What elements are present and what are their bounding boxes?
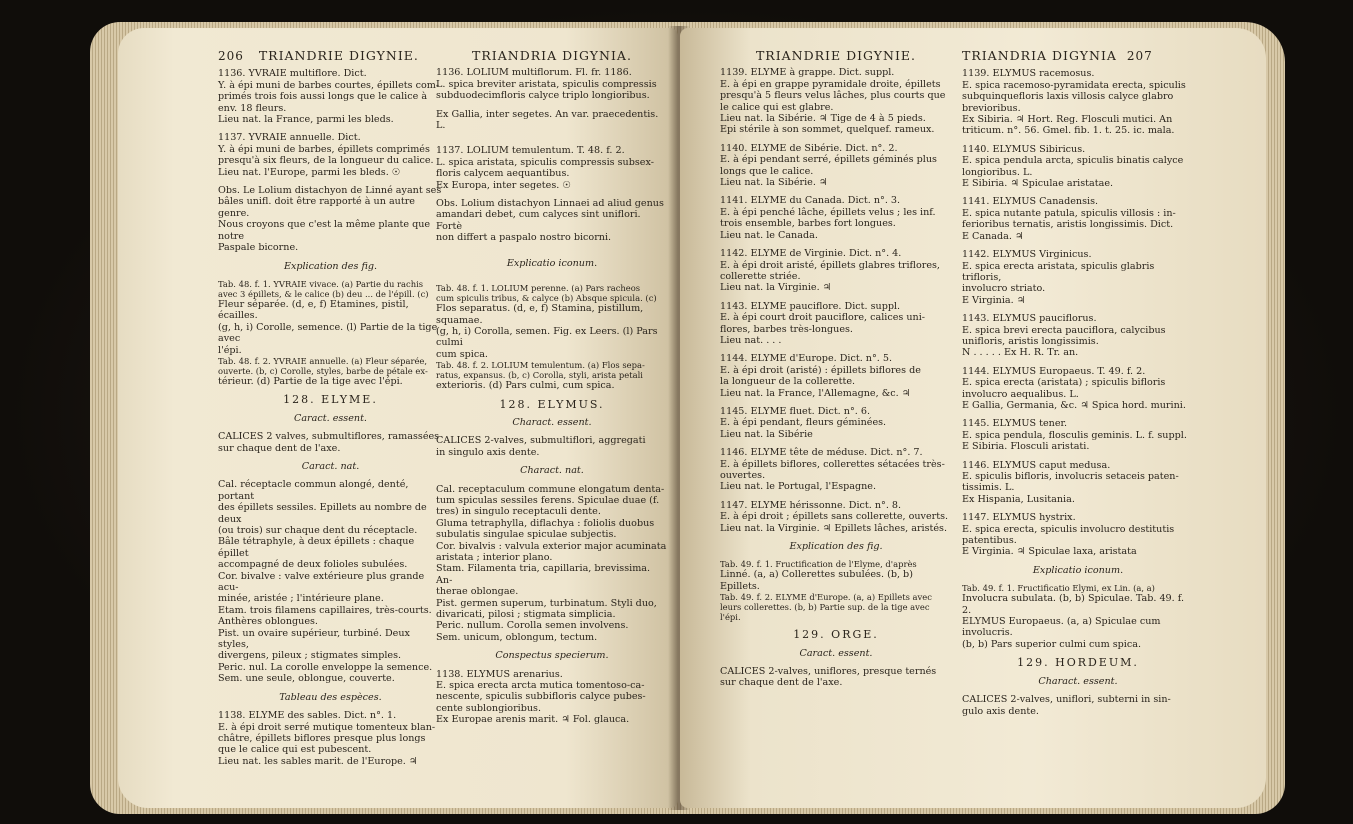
text-line [962,669,1194,676]
text-line: Obs. Lolium distachyon Linnaei ad aliud genus [436,198,664,210]
text-line: Ex Europa, inter segetes. ☉ [436,179,571,191]
text-line: presqu'à six fleurs, de la longueur du calice. [218,155,434,167]
text-line: Lieu nat. la Virginie. ♃ Epillets lâches, aristés. [720,522,948,534]
text-line [436,458,668,465]
left-page [118,28,678,808]
text-line: térieur. (d) Partie de la tige avec l'épi. [218,375,403,387]
text-line: Lieu nat. la Sibérie. ♃ [720,177,828,189]
text-line: 1139. ELYMUS racemosus. [962,68,1095,80]
text-line: avec 3 épillets, & le calice (b) deu ... de l'épill. (c) [218,288,429,299]
text-line: Peric. nullum. Corolla semen involvens. [436,620,629,632]
text-line [436,643,668,650]
text-line: (b, b) Pars superior culmi cum spica. [962,638,1142,650]
text-line: l'épi. [218,344,242,356]
text-line: ELYMUS Europaeus. (a, a) Spiculae cum involucris. [962,616,1161,639]
right-fr-text [720,67,952,688]
text-line: flores, barbes très-longues. [720,323,853,335]
text-line [962,306,1194,313]
text-line: E. à épillets biflores, collerettes sétacées très- [720,458,945,470]
text-line: E. à épi penché lâche, épillets velus ; les inf. [720,206,936,218]
text-line [962,137,1194,144]
text-line: CALICES 2-valves, uniflori, subterni in sin- [962,694,1171,706]
text-line: 128. ELYME. [283,393,378,407]
text-line [962,687,1194,694]
text-line: Stam. Filamenta tria, capillaria, brevissima. An- [436,563,651,586]
text-line: longioribus. L. [962,166,1033,178]
text-line: Explicatio iconum. [506,257,598,269]
text-line: cente sublongioribus. [436,702,542,714]
text-line: (ou trois) sur chaque dent du réceptacle. [218,525,418,536]
text-line: aristata ; interior plano. [436,552,553,563]
text-line: des épillets sessiles. Epillets au nombre de deux [218,502,427,525]
text-line: 1141. ELYME du Canada. Dict. n°. 3. [720,195,901,207]
text-line: E. à épi pendant, fleurs géminées. [720,417,887,429]
text-line: Sem. une seule, oblongue, couverte. [218,673,395,685]
text-line: E Sibiria. Flosculi aristati. [962,441,1090,453]
text-line: L. spica breviter aristata, spiculis compressis [436,78,657,90]
text-line: CALICES 2-valves, submultiflori, aggregati [436,435,646,447]
text-line [720,241,952,248]
text-line: trois ensemble, barbes fort longues. [720,218,896,230]
text-line: primés trois fois aussi longs que le calice à [218,91,428,103]
text-line: Caract. essent. [294,412,367,424]
left-la-column [436,50,668,726]
text-line: ouverte. (b, c) Corolle, styles, barbe de pétale ex- [218,365,428,376]
text-line: floris calycem aequantibus. [436,168,570,180]
text-line [720,493,952,500]
text-line: Sem. unicum, oblongum, tectum. [436,631,598,643]
text-line [218,125,443,132]
text-line: sur chaque dent de l'axe. [720,677,843,689]
text-line: Involucra subulata. (b, b) Spiculae. Tab. 49. f. 2. [962,593,1185,616]
text-line: triticum. n°. 56. Gmel. fib. 1. t. 25. ic. mala. [962,125,1175,137]
text-line: Tab. 48. f. 2. YVRAIE annuelle. (a) Fleur séparée, [218,355,428,366]
left-fr-head [218,50,443,62]
text-line: 1145. ELYME fluet. Dict. n°. 6. [720,405,871,417]
text-line [218,685,443,692]
text-line: ouvertes. [720,470,766,481]
text-line: 1146. ELYME tête de méduse. Dict. n°. 7. [720,447,923,459]
text-line [962,453,1194,460]
text-line: Pist. germen superum, turbinatum. Styli duo, [436,597,657,609]
text-line: Fleur séparée. (d, e, f) Etamines, pistil, écailles. [218,298,409,322]
text-line: E. spica erecta (aristata) ; spiculis bifloris [962,377,1166,389]
text-line: 1146. ELYMUS caput medusa. [962,459,1111,471]
text-line: collerette striée. [720,270,801,282]
text-line: Lieu nat. la Virginie. ♃ [720,282,832,294]
text-line [436,251,668,258]
text-line: Lieu nat. les sables marit. de l'Europe. ♃ [218,755,418,767]
text-line: E. à épi droit serré mutique tomenteux blan- [218,721,436,733]
text-line: amandari debet, cum calyces sint uniflori. Fortè [436,209,641,232]
right-la-running-head: TRIANDRIA DIGYNIA [962,48,1117,63]
text-line: E Canada. ♃ [962,230,1024,242]
text-line: Tab. 49. f. 1. Fructification de l'Elyme, d'après [720,559,917,570]
text-line: E. à épi court droit pauciflore, calices uni- [720,312,926,324]
text-line: minée, aristée ; l'intérieure plane. [218,593,384,605]
text-line: 1136. LOLIUM multiflorum. Fl. fr. 1186. [436,67,632,79]
text-line: Tab. 48. f. 1. LOLIUM perenne. (a) Pars racheos [436,283,641,294]
left-fr-running-head: TRIANDRIE DIGYNIE. [258,48,419,63]
right-la-text [962,68,1194,717]
text-line [436,102,668,109]
text-line: Tab. 48. f. 1. YVRAIE vivace. (a) Partie du rachis [218,278,424,289]
text-line: Explication des fig. [789,541,883,553]
text-line [436,131,668,138]
text-line: 1143. ELYME pauciflore. Dict. suppl. [720,300,901,312]
text-line: que le calice qui est pubescent. [218,744,372,756]
text-line [436,662,668,669]
text-line: N . . . . . Ex H. R. Tr. an. [962,347,1079,359]
text-line: Ex Sibiria. ♃ Hort. Reg. Flosculi mutici. An [962,114,1173,126]
text-line [436,410,668,417]
text-line [720,534,952,541]
text-line: E. à épi en grappe pyramidale droite, épillets [720,78,941,90]
right-fr-running-head: TRIANDRIE DIGYNIE. [755,48,917,63]
text-line: divaricati, pilosi ; stigmata simplicia. [436,609,616,621]
text-line: Lieu nat. l'Europe, parmi les bleds. ☉ [218,166,401,178]
text-line: 1140. ELYME de Sibérie. Dict. n°. 2. [720,142,898,154]
text-line: Peric. nul. La corolle enveloppe la semence. [218,661,433,673]
text-line: Ex Gallia, inter segetes. An var. praecedentis. L. [436,108,659,132]
text-line: divergens, pileux ; stigmates simples. [218,650,402,662]
text-line: Lieu nat. la Sibérie. ♃ Tige de 4 à 5 pieds. [720,113,926,125]
left-page-number: 206 [218,49,244,63]
text-line: Tab. 48. f. 2. LOLIUM temulentum. (a) Flos sepa- [436,360,645,371]
text-line [436,138,668,145]
text-line: E Sibiria. ♃ Spiculae aristatae. [962,178,1114,190]
text-line: presqu'à 5 fleurs velus lâches, plus courts que [720,90,946,102]
text-line [218,454,443,461]
text-line: Tab. 49. f. 2. ELYME d'Europe. (a, a) Epillets avec [720,592,932,603]
text-line: Explicatio iconum. [1032,564,1124,576]
text-line [720,552,952,559]
text-line: Cor. bivalvis : valvula exterior major acuminata [436,540,667,552]
text-line: Ex Europae arenis marit. ♃ Fol. glauca. [436,714,630,726]
text-line: L. spica aristata, spiculis compressis subsex- [436,156,654,168]
text-line: Cal. réceptacle commun alongé, denté, portant [218,479,409,502]
text-line: 128. ELYMUS. [499,397,605,411]
text-line: E. à épi droit aristé, épillets glabres triflores, [720,259,940,271]
text-line [218,272,443,279]
right-page [680,28,1266,808]
text-line [218,472,443,479]
text-line: exterioris. (d) Pars culmi, cum spica. [436,380,615,392]
text-line: CALICES 2-valves, uniflores, presque ternés [720,666,937,678]
text-line: Anthères oblongues. [218,616,318,628]
text-line: sur chaque dent de l'axe. [218,442,341,454]
text-line: Flos separatus. (d, e, f) Stamina, pistillum, squamae. [436,303,644,326]
text-line: 1136. YVRAIE multiflore. Dict. [218,68,367,80]
text-line [218,254,443,261]
left-la-running-head: TRIANDRIA DIGYNIA. [472,48,632,63]
text-line [720,641,952,648]
text-line [720,188,952,195]
text-line: E. spica racemoso-pyramidata erecta, spiculis [962,79,1186,91]
text-line: 1141. ELYMUS Canadensis. [962,196,1099,208]
text-line: la longueur de la collerette. [720,376,856,388]
text-line [218,178,443,185]
text-line: Cal. receptaculum commune elongatum denta- [436,483,665,495]
text-line: env. 18 fleurs. [218,102,287,114]
text-line: Tab. 49. f. 1. Fructificatio Elymi, ex Lin. (a, a) [962,583,1155,594]
text-line: E. à épi droit (aristé) : épillets biflores de [720,364,921,376]
text-line: Lieu nat. la France, l'Allemagne, &c. ♃ [720,387,911,399]
text-line: subquinquefloris laxis villosis calyce glabro [962,91,1174,103]
text-line [962,558,1194,565]
text-line: bâles unifl. doit être rapporté à un autre genre. [218,196,415,219]
text-line [436,191,668,198]
text-line [962,411,1194,418]
text-line: 1142. ELYMUS Virginicus. [962,249,1092,261]
text-line: Y. à épi muni de barbes, épillets comprimés [218,143,430,155]
text-line: Tableau des espèces. [279,691,382,703]
text-line [720,440,952,447]
text-line [720,659,952,666]
left-fr-column [218,50,443,767]
text-line [720,346,952,353]
text-line: Y. à épi muni de barbes courtes, épillets com- [218,79,440,91]
text-line: 1147. ELYME hérissonne. Dict. n°. 8. [720,499,902,511]
text-line: gulo axis dente. [962,705,1039,717]
right-la-column [962,50,1194,717]
text-line [720,136,952,143]
text-line: leurs collerettes. (b, b) Partie sup. de la tige avec l'épi. [720,602,930,623]
text-line: patentibus. [962,535,1017,547]
left-fr-text [218,68,443,767]
text-line [218,424,443,431]
text-line: E Virginia. ♃ Spiculae laxa, aristata [962,546,1137,558]
text-line: cum spica. [436,348,488,360]
text-line: tissimis. L. [962,482,1015,494]
text-line: Paspale bicorne. [218,242,299,254]
text-line: Nous croyons que c'est la même plante que notre [218,219,431,242]
text-line: Charact. nat. [520,465,584,477]
text-line: Conspectus specierum. [495,650,609,662]
text-line: E. à épi droit ; épillets sans collerette, ouverts. [720,511,949,523]
text-line: 1139. ELYME à grappe. Dict. suppl. [720,67,895,79]
text-line [962,576,1194,583]
text-line: unifloris, aristis longissimis. [962,335,1099,347]
text-line: le calice qui est glabre. [720,101,834,113]
right-fr-column [720,50,952,689]
text-line: 129. ORGE. [793,628,879,642]
text-line: brevioribus. [962,102,1021,114]
text-line: Caract. nat. [301,460,360,472]
text-line: 1138. ELYME des sables. Dict. n°. 1. [218,710,397,722]
text-line: Etam. trois filamens capillaires, très-courts. [218,604,432,616]
text-line: E Gallia, Germania, &c. ♃ Spica hord. murini. [962,399,1186,411]
text-line: Gluma tetraphylla, diflachya : foliolis duobus [436,517,655,529]
text-line: E. spiculis bifloris, involucris setaceis paten- [962,471,1179,482]
text-line [436,477,668,484]
text-line: E. à épi pendant serré, épillets géminés plus [720,154,937,166]
text-line: 1144. ELYMUS Europaeus. T. 49. f. 2. [962,365,1146,377]
text-line [720,399,952,406]
text-line: E Virginia. ♃ [962,294,1026,306]
text-line: E. spica brevi erecta pauciflora, calycibus [962,324,1166,336]
text-line: Lieu nat. le Portugal, l'Espagne. [720,481,877,493]
text-line [218,703,443,710]
text-line: Lieu nat. la France, parmi les bleds. [218,114,394,126]
text-line: Ex Hispania, Lusitania. [962,493,1075,505]
text-line [436,269,668,276]
text-line: (g, h, i) Corolla, semen. Fig. ex Leers. (l) Pars culmi [436,325,658,349]
text-line: accompagné de deux folioles subulées. [218,559,408,571]
text-line [962,242,1194,249]
text-line: tum spiculas sessiles ferens. Spiculae duae (f. [436,494,660,506]
text-line: involucro striato. [962,283,1046,295]
text-line [962,505,1194,512]
text-line: 129. HORDEUM. [1017,656,1139,670]
text-line: Pist. un ovaire supérieur, turbiné. Deux styles, [218,627,410,651]
text-line: ratus, expansus. (b, c) Corolla, styli, arista petali [436,370,643,381]
text-line: Lieu nat. . . . [720,334,782,346]
text-line: Charact. essent. [1038,675,1118,687]
text-line [218,406,443,413]
text-line: 1138. ELYMUS arenarius. [436,668,563,680]
text-line: (g, h, i) Corolle, semence. (l) Partie de la tige avec [218,321,438,345]
text-line [436,276,668,283]
text-line: non differt a paspalo nostro bicorni. [436,232,612,244]
text-line: subduodecimfloris calyce triplo longioribus. [436,90,650,102]
text-line: Obs. Le Lolium distachyon de Linné ayant ses [218,185,442,197]
text-line: subulatis singulae spiculae subjectis. [436,529,617,541]
text-line: involucro aequalibus. L. [962,388,1079,400]
text-line: 1145. ELYMUS tener. [962,418,1068,430]
left-la-text [436,67,668,725]
text-line: cum spiculis tribus, & calyce (b) Absque spicula. (c) [436,293,657,304]
text-line: E. spica erecta, spiculis involucro destitutis [962,523,1175,535]
text-line: Lieu nat. la Sibérie [720,428,813,440]
text-line: 1144. ELYME d'Europe. Dict. n°. 5. [720,353,893,365]
text-line: in singulo axis dente. [436,446,540,458]
text-line: 1140. ELYMUS Sibiricus. [962,143,1086,155]
right-page-number: 207 [1126,49,1153,63]
text-line: Bâle tétraphyle, à deux épillets : chaque épillet [218,536,415,559]
text-line: châtre, épillets biflores presque plus longs [218,732,426,744]
text-line: nescente, spiculis subbifloris calyce pubes- [436,691,646,703]
text-line [436,244,668,251]
text-line: E. spica nutante patula, spiculis villosis : in- [962,207,1176,219]
text-line: CALICES 2 valves, submultiflores, ramassées [218,431,440,443]
text-line: Cor. bivalve : valve extérieure plus grande acu- [218,570,425,594]
text-line [962,359,1194,366]
text-line: tres) in singulo receptaculi dente. [436,506,601,518]
text-line: E. spica erecta aristata, spiculis glabris trifloris, [962,260,1155,283]
text-line: ferioribus ternatis, aristis longissimis. Dict. [962,219,1174,231]
text-line: E. spica erecta arcta mutica tomentoso-ca- [436,680,645,692]
text-line: Charact. essent. [512,416,592,428]
text-line: Explication des fig. [283,260,378,272]
text-line: Linné. (a, a) Collerettes subulées. (b, b) Epillets. [720,569,913,592]
text-line: 1143. ELYMUS pauciflorus. [962,313,1097,325]
text-line [436,428,668,435]
text-line: Lieu nat. le Canada. [720,229,818,241]
text-line: E. spica pendula, flosculis geminis. L. f. suppl. [962,429,1187,441]
text-line: Caract. essent. [799,647,873,659]
text-line: 1147. ELYMUS hystrix. [962,512,1076,524]
text-line [720,294,952,301]
text-line: 1137. LOLIUM temulentum. T. 48. f. 2. [436,145,625,157]
text-line: 1137. YVRAIE annuelle. Dict. [218,132,361,144]
text-line: 1142. ELYME de Virginie. Dict. n°. 4. [720,248,902,260]
text-line: therae oblongae. [436,586,519,598]
text-line: Epi stérile à son sommet, quelquef. rameux. [720,124,935,136]
text-line: longs que le calice. [720,165,814,177]
text-line [962,189,1194,196]
right-la-head [962,50,1194,62]
text-line: E. spica pendula arcta, spiculis binatis calyce [962,155,1184,167]
